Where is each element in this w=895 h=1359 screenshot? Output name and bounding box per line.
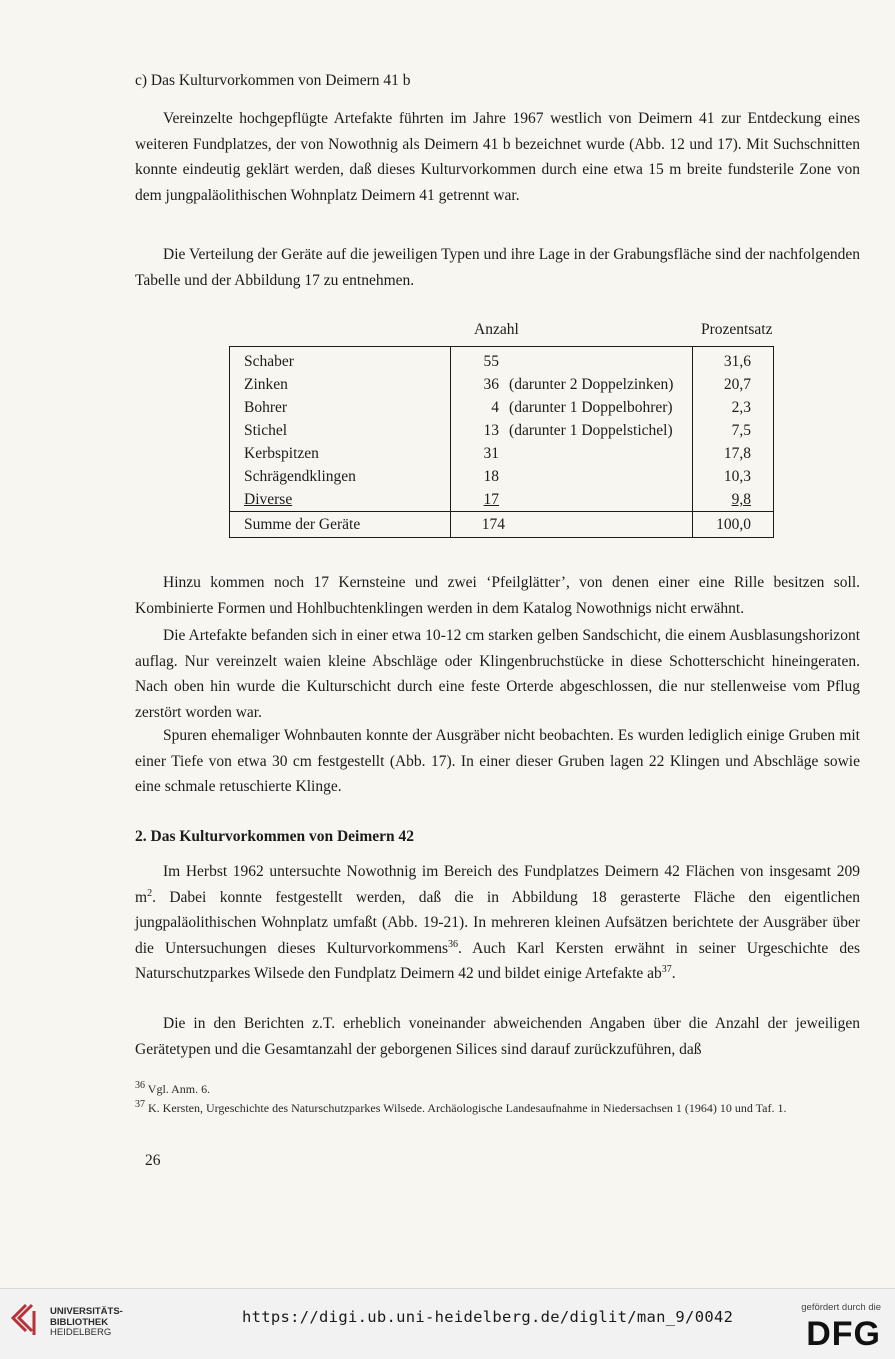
library-name[interactable]: UNIVERSITÄTS- BIBLIOTHEK HEIDELBERG: [50, 1306, 123, 1338]
table-row: [230, 347, 774, 374]
tool-percentage: 2,3: [693, 396, 774, 419]
section-2-paragraph-2: Die in den Berichten z.T. erheblich voneinander abweichenden Angaben über die Anzahl der jeweiligen Gerätetypen und die Gesamtanzahl der geborgenen Silices sind darauf zurückzuführen, daß: [135, 1015, 860, 1058]
tool-count: 31: [483, 445, 500, 462]
tool-type: Schrägendklingen: [230, 465, 451, 488]
after-table-paragraph-1: Hinzu kommen noch 17 Kernsteine und zwei ‘Pfeilglätter’, von denen einer eine Rille besitzen soll. Kombinierte Formen und Hohlbuchtenklingen werden in dem Katalog Nowothnigs nicht erwähnt.: [135, 574, 860, 617]
section-2-heading: 2. Das Kulturvorkommen von Deimern 42: [135, 828, 414, 845]
tool-count: 55: [483, 353, 500, 370]
section-c-heading: c) Das Kulturvorkommen von Deimern 41 b: [135, 72, 411, 89]
section-c-paragraph-2: Die Verteilung der Geräte auf die jeweiligen Typen und ihre Lage in der Grabungsfläche sind der nachfolgenden Tabelle und der Abbildung 17 zu entnehmen.: [135, 246, 860, 289]
footnote-36: $^{36}$ Vgl. Anm. 6.: [135, 1080, 211, 1096]
tool-type: Zinken: [230, 373, 451, 396]
table-header-prozentsatz: Prozentsatz: [701, 321, 773, 338]
table-row: [230, 373, 774, 396]
viewer-footer: [0, 1288, 895, 1359]
tool-type: Stichel: [230, 419, 451, 442]
tool-percentage: 20,7: [693, 373, 774, 396]
tool-note: (darunter 1 Doppelstichel): [509, 422, 673, 439]
tool-percentage: 9,8: [731, 491, 751, 508]
tool-percentage: 10,3: [693, 465, 774, 488]
after-table-paragraph-2: Die Artefakte befanden sich in einer etwa 10-12 cm starken gelben Sandschicht, die einem Ausblasungshorizont auflag. Nur vereinzelt waien kleine Abschläge oder Klingenbruchstücke in diese Schotterschicht hineingeraten. Nach oben hin wurde die Kulturschicht durch eine feste Orterde abgeschlossen, die nur stellenweise vom Pflug zerstört worden war.: [135, 627, 860, 721]
table-row: [230, 442, 774, 465]
table-row: [230, 465, 774, 488]
tool-note: (darunter 2 Doppelzinken): [509, 376, 674, 393]
tool-count: 36: [483, 376, 500, 393]
footnote-ref-36: 36: [448, 938, 458, 950]
tool-count: 4: [491, 399, 500, 416]
tool-percentage: 7,5: [693, 419, 774, 442]
superscript: 2: [147, 887, 153, 899]
sum-label: Summe der Geräte: [230, 512, 451, 538]
tool-count: 18: [483, 468, 500, 485]
page-number: 26: [145, 1152, 161, 1169]
tool-type: Diverse: [244, 491, 293, 508]
footnote-37: $^{37}$ K. Kersten, Urgeschichte des Naturschutzparkes Wilsede. Archäologische Landesaufnahme in Niedersachsen 1 (1964) 10 und Taf. 1.: [135, 1099, 787, 1115]
tool-note: (darunter 1 Doppelbohrer): [509, 399, 673, 416]
dfg-logo[interactable]: DFG: [806, 1315, 881, 1353]
artifact-table: [229, 346, 774, 538]
table-sum-row: [230, 512, 774, 538]
tool-percentage: 17,8: [693, 442, 774, 465]
after-table-paragraph-3: Spuren ehemaliger Wohnbauten konnte der Ausgräber nicht beobachten. Es wurden lediglich einige Gruben mit einer Tiefe von etwa 30 cm festgestellt (Abb. 17). In einer dieser Gruben lagen 22 Klingen und Abschläge sowie eine schmale retuschierte Klinge.: [135, 727, 860, 796]
sum-percentage: 100,0: [693, 512, 774, 538]
tool-count: 13: [483, 422, 500, 439]
library-logo-icon: [10, 1303, 42, 1337]
section-2-paragraph-1: Im Herbst 1962 untersuchte Nowothnig im Bereich des Fundplatzes Deimern 42 Flächen von insgesamt 209 $m^2$. Dabei konnte festgestellt werden, daß die in Abbildung 18 gerasterte Fläche den eigentlichen jungpaläolithischen Wohnplatz umfaßt (Abb. 19-21). In mehreren kleinen Aufsätzen berichtete der Ausgräber über die Untersuchungen dieses Kulturvorkommens$^{36}$. Auch Karl Kersten erwähnt in seiner Urgeschichte des Naturschutzparkes Wilsede den Fundplatz Deimern 42 und bildet einige Artefakte $ab^{37}$.: [135, 863, 860, 983]
permalink-url[interactable]: https://digi.ub.uni-heidelberg.de/diglit/man_9/0042: [242, 1308, 734, 1326]
tool-type: Bohrer: [230, 396, 451, 419]
sum-count: 174: [481, 516, 506, 533]
table-row: [230, 488, 774, 512]
table-header-anzahl: Anzahl: [474, 321, 519, 338]
section-c-paragraph-1: Vereinzelte hochgepflügte Artefakte führten im Jahre 1967 westlich von Deimern 41 zur Entdeckung eines weiteren Fundplatzes, der von Nowothnig als Deimern 41 b bezeichnet wurde (Abb. 12 und 17). Mit Suchschnitten konnte eindeutig geklärt werden, daß dieses Kulturvorkommen durch eine etwa 15 m breite fundsterile Zone von dem jungpaläolithischen Wohnplatz Deimern 41 getrennt war.: [135, 110, 860, 204]
footnote-ref-37: 37: [661, 964, 672, 976]
table-row: [230, 396, 774, 419]
funded-by-label: gefördert durch die: [801, 1302, 881, 1313]
tool-type: Kerbspitzen: [230, 442, 451, 465]
table-row: [230, 419, 774, 442]
tool-percentage: 31,6: [693, 347, 774, 374]
tool-type: Schaber: [230, 347, 451, 374]
tool-count: 17: [483, 491, 500, 508]
